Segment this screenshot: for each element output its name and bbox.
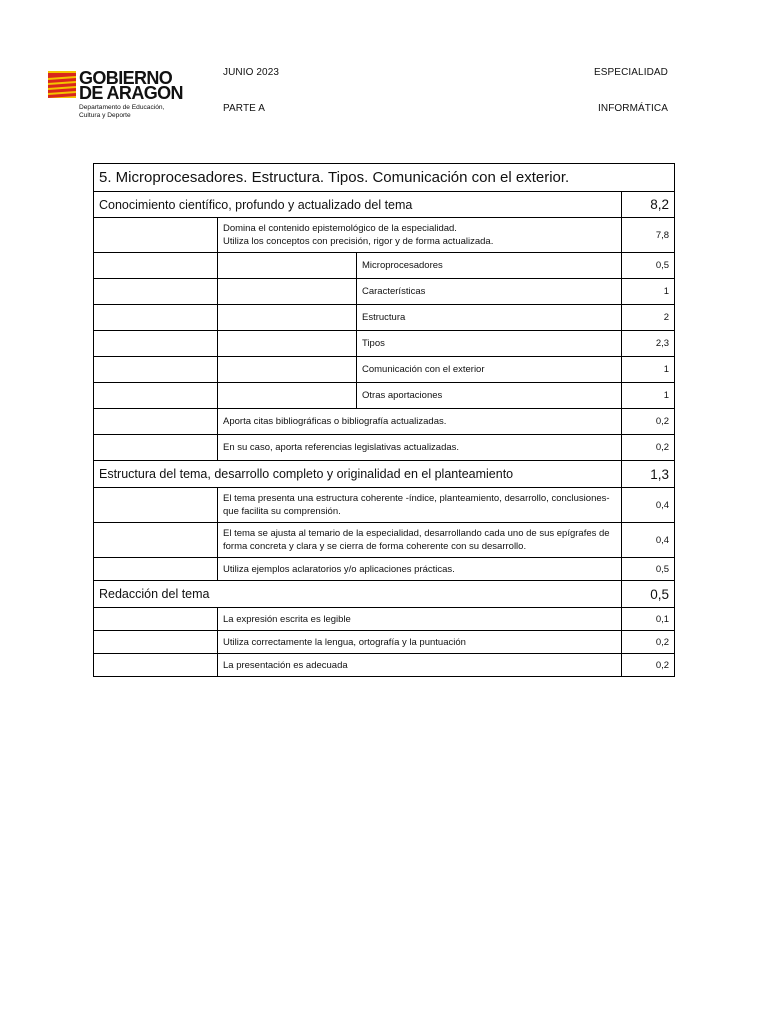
rubric-title: 5. Microprocesadores. Estructura. Tipos. Comunicación con el exterior. (94, 164, 675, 192)
table-row (94, 435, 675, 461)
section-score: 1,3 (622, 461, 675, 488)
criterion-text: El tema presenta una estructura coherente -índice, planteamiento, desarrollo, conclusiones- que facilita su comprensión. (218, 488, 622, 523)
table-row (94, 279, 675, 305)
header-date: JUNIO 2023 (223, 67, 280, 78)
empty-cell (94, 523, 218, 558)
criterion-value: 0,2 (622, 435, 675, 461)
empty-cell (94, 435, 218, 461)
table-row (94, 409, 675, 435)
empty-cell (94, 279, 218, 305)
criterion-value: 0,5 (622, 558, 675, 581)
empty-cell (94, 357, 218, 383)
criterion-value: 7,8 (622, 218, 675, 253)
criterion-value: 0,1 (622, 608, 675, 631)
table-row (94, 523, 675, 558)
table-row (94, 654, 675, 677)
table-row (94, 331, 675, 357)
empty-cell (218, 383, 357, 409)
empty-cell (94, 631, 218, 654)
gobierno-de-aragon-logo (48, 68, 198, 120)
section-score: 8,2 (622, 192, 675, 218)
criterion-text: Otras aportaciones (357, 383, 622, 409)
table-row (94, 357, 675, 383)
empty-cell (218, 305, 357, 331)
criterion-text: Utiliza correctamente la lengua, ortografía y la puntuación (218, 631, 622, 654)
table-row (94, 218, 675, 253)
criterion-text: Domina el contenido epistemológico de la especialidad. Utiliza los conceptos con precisión, rigor y de forma actualizada. (218, 218, 622, 253)
empty-cell (94, 558, 218, 581)
table-row (94, 253, 675, 279)
table-row (94, 488, 675, 523)
aragon-flag-icon (48, 71, 76, 98)
criterion-value: 0,5 (622, 253, 675, 279)
criterion-value: 0,2 (622, 631, 675, 654)
header-part: PARTE A (223, 103, 266, 114)
section-label: Conocimiento científico, profundo y actualizado del tema (94, 192, 622, 218)
criterion-text: Microprocesadores (357, 253, 622, 279)
table-row (94, 631, 675, 654)
empty-cell (94, 305, 218, 331)
section-header-row (94, 581, 675, 608)
empty-cell (218, 279, 357, 305)
criterion-text: Comunicación con el exterior (357, 357, 622, 383)
empty-cell (94, 654, 218, 677)
empty-cell (94, 253, 218, 279)
criterion-text: Tipos (357, 331, 622, 357)
section-score: 0,5 (622, 581, 675, 608)
criterion-value: 2,3 (622, 331, 675, 357)
table-row (94, 608, 675, 631)
section-header-row (94, 461, 675, 488)
criterion-value: 0,4 (622, 523, 675, 558)
empty-cell (94, 383, 218, 409)
criterion-value: 1 (622, 383, 675, 409)
rubric-title-row (94, 164, 675, 192)
criterion-text: Estructura (357, 305, 622, 331)
section-label: Redacción del tema (94, 581, 622, 608)
table-row (94, 558, 675, 581)
empty-cell (94, 331, 218, 357)
criterion-text: El tema se ajusta al temario de la especialidad, desarrollando cada uno de sus epígrafes de forma concreta y clara y se cierra de forma coherente con su desarrollo. (218, 523, 622, 558)
header-specialty: INFORMÁTICA (598, 103, 668, 114)
criterion-text: La presentación es adecuada (218, 654, 622, 677)
criterion-text: La expresión escrita es legible (218, 608, 622, 631)
empty-cell (94, 608, 218, 631)
criterion-text: Aporta citas bibliográficas o bibliografía actualizadas. (218, 409, 622, 435)
logo-text-line1: GOBIERNO (79, 68, 173, 88)
criterion-value: 0,2 (622, 409, 675, 435)
empty-cell (218, 357, 357, 383)
section-label: Estructura del tema, desarrollo completo y originalidad en el planteamiento (94, 461, 622, 488)
criterion-value: 2 (622, 305, 675, 331)
logo-text-line2: DE ARAGON (79, 83, 183, 103)
criterion-text: En su caso, aporta referencias legislativas actualizadas. (218, 435, 622, 461)
criterion-value: 1 (622, 357, 675, 383)
evaluation-rubric-table (93, 163, 675, 677)
section-header-row (94, 192, 675, 218)
empty-cell (94, 409, 218, 435)
criterion-value: 0,4 (622, 488, 675, 523)
criterion-value: 0,2 (622, 654, 675, 677)
criterion-text: Utiliza ejemplos aclaratorios y/o aplicaciones prácticas. (218, 558, 622, 581)
empty-cell (94, 488, 218, 523)
table-row (94, 383, 675, 409)
header-specialty-label: ESPECIALIDAD (593, 67, 668, 78)
logo-department: Departamento de Educación, Cultura y Deporte (79, 104, 165, 119)
table-row (94, 305, 675, 331)
criterion-value: 1 (622, 279, 675, 305)
empty-cell (218, 253, 357, 279)
criterion-text: Características (357, 279, 622, 305)
empty-cell (218, 331, 357, 357)
empty-cell (94, 218, 218, 253)
